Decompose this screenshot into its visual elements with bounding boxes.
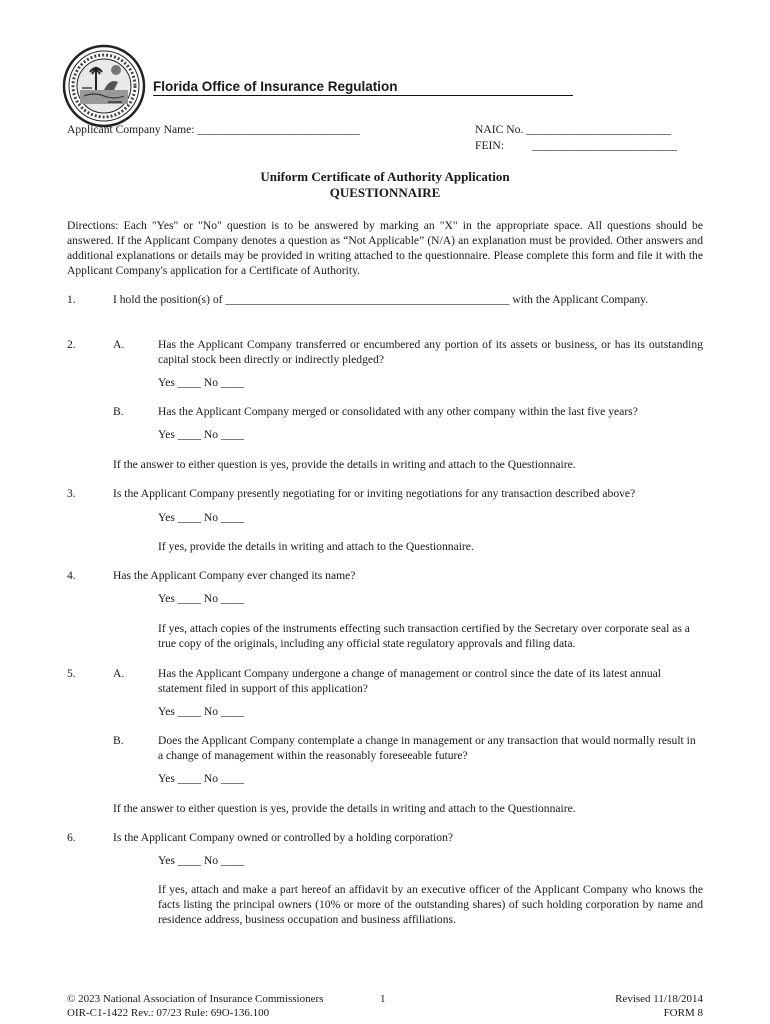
q2-note: If the answer to either question is yes, provide the details in writing and attach to the Questionnaire.	[113, 458, 576, 471]
form-subtitle: QUESTIONNAIRE	[329, 185, 441, 200]
q4-number: 4.	[67, 569, 76, 582]
page-number: 1	[380, 993, 386, 1005]
q2b-text: Has the Applicant Company merged or consolidated with any other company within the last five years?	[158, 405, 638, 418]
state-seal-logo	[62, 44, 146, 128]
q6-note: If yes, attach and make a part hereof an affidavit by an executive officer of the Applicant Company who knows the facts listing the principal owners (10% or more of the outstanding shares) of such holding corporation by name and residence address, business occupation and business affiliations.	[158, 883, 703, 926]
footer-form-id: OIR-C1-1422 Rev.: 07/23 Rule: 69O-136.100	[67, 1007, 270, 1019]
q4-text: Has the Applicant Company ever changed its name?	[113, 569, 356, 582]
footer-form-number: FORM 8	[663, 1007, 703, 1019]
q5b-text: Does the Applicant Company contemplate a change in management or any transaction that would normally result in a change of management within the reasonably foreseeable future?	[158, 734, 696, 762]
agency-title: Florida Office of Insurance Regulation	[153, 78, 573, 96]
q3-note: If yes, provide the details in writing and attach to the Questionnaire.	[158, 540, 474, 553]
naic-number-field[interactable]: NAIC No. _________________________	[475, 123, 672, 136]
q3-text: Is the Applicant Company presently negotiating for or inviting negotiations for any transaction described above?	[113, 487, 636, 500]
q5a-yes-no[interactable]: Yes ____ No ____	[158, 705, 245, 718]
q2-number: 2.	[67, 338, 76, 351]
q2a-text: Has the Applicant Company transferred or encumbered any portion of its assets or business, or has its outstanding capital stock been directly or indirectly pledged?	[158, 338, 703, 366]
q4-yes-no[interactable]: Yes ____ No ____	[158, 592, 245, 605]
footer-copyright: © 2023 National Association of Insurance Commissioners	[67, 993, 324, 1005]
q2a-label: A.	[113, 338, 125, 351]
fein-field[interactable]: _________________________	[532, 139, 677, 152]
q2b-yes-no[interactable]: Yes ____ No ____	[158, 428, 245, 441]
q6-number: 6.	[67, 831, 76, 844]
q5-note: If the answer to either question is yes, provide the details in writing and attach to the Questionnaire.	[113, 802, 576, 815]
footer-revised-date: Revised 11/18/2014	[615, 993, 703, 1005]
directions-text: Directions: Each "Yes" or "No" question is to be answered by marking an "X" in the appropriate space. All questions should be answered. If the Applicant Company denotes a question as “Not Applicable” (N/A) an explanation must be provided. Other answers and additional explanations or details may be provided in writing attached to the questionnaire. Please complete this form and file it with the Applicant Company's application for a Certificate of Authority.	[67, 219, 703, 277]
q5a-label: A.	[113, 667, 125, 680]
q1-number: 1.	[67, 293, 76, 306]
q6-text: Is the Applicant Company owned or controlled by a holding corporation?	[113, 831, 454, 844]
form-title: Uniform Certificate of Authority Application	[260, 169, 510, 184]
q1-text[interactable]: I hold the position(s) of _________________________________________________ with the Applicant Company.	[113, 293, 649, 306]
q2b-label: B.	[113, 405, 124, 418]
q2a-yes-no[interactable]: Yes ____ No ____	[158, 376, 245, 389]
q3-yes-no[interactable]: Yes ____ No ____	[158, 511, 245, 524]
applicant-company-name-field[interactable]: Applicant Company Name: ____________________________	[67, 123, 360, 136]
q5b-yes-no[interactable]: Yes ____ No ____	[158, 772, 245, 785]
q5-number: 5.	[67, 667, 76, 680]
q3-number: 3.	[67, 487, 76, 500]
q5a-text: Has the Applicant Company undergone a change of management or control since the date of its latest annual statement filed in support of this application?	[158, 667, 661, 695]
fein-label: FEIN:	[475, 139, 504, 152]
q6-yes-no[interactable]: Yes ____ No ____	[158, 854, 245, 867]
q5b-label: B.	[113, 734, 124, 747]
q4-note: If yes, attach copies of the instruments effecting such transaction certified by the Secretary over corporate seal as a true copy of the originals, including any official state regulatory approvals and filing data.	[158, 622, 690, 650]
